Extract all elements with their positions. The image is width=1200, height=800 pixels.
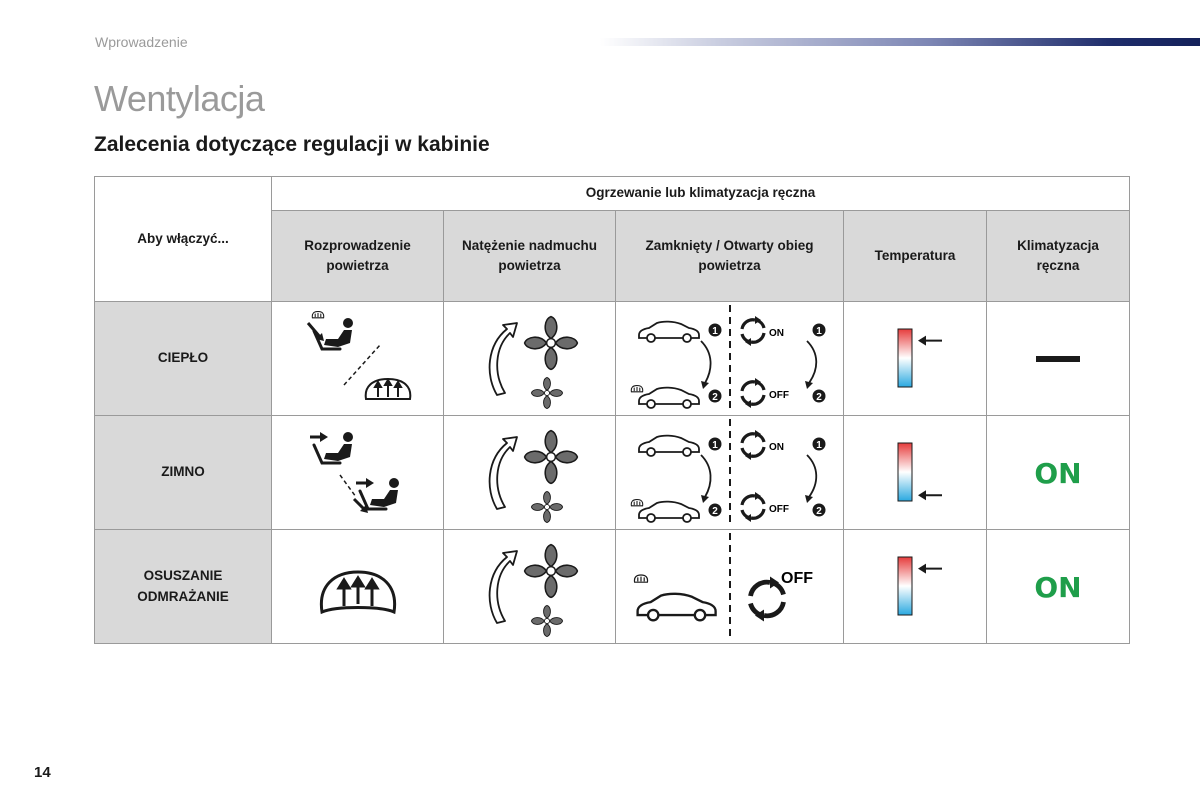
windscreen-defrost-icon: [308, 552, 408, 622]
fan-speed-icon: [475, 537, 585, 637]
recirculation-icon: [617, 531, 843, 643]
recirculation-off-icon: [750, 576, 783, 621]
ac-cell: [987, 530, 1130, 644]
recirculation-on-icon: [742, 430, 764, 460]
col-header-fan: Natężenie nadmuchu powietrza: [444, 211, 616, 302]
car-open-icon: [639, 501, 699, 521]
windscreen-icon: [631, 385, 642, 391]
col-header-temperature: Temperatura: [844, 211, 987, 302]
increase-arrow-icon: [489, 551, 516, 623]
recirculation-cell: [616, 302, 844, 416]
temperature-pointer-icon: [918, 335, 942, 345]
ac-cell: [987, 416, 1130, 530]
fan-speed-icon: [475, 309, 585, 409]
air-distribution-cell: [272, 530, 444, 644]
ac-off-dash: [1028, 344, 1088, 374]
car-open-icon: [639, 387, 699, 407]
increase-arrow-icon: [489, 437, 516, 509]
fan-cell: [444, 416, 616, 530]
recirculation-off-icon: [742, 492, 764, 522]
row-label: [95, 530, 272, 644]
temperature-pointer-icon: [918, 563, 942, 573]
fan-large-icon: [524, 316, 577, 369]
recirculation-on-icon: [742, 316, 764, 346]
ventilation-table: [94, 176, 1130, 644]
table-row: [95, 416, 1130, 530]
temperature-cell: [844, 416, 987, 530]
ac-on-indicator: [1018, 569, 1098, 605]
increase-arrow-icon: [489, 323, 516, 395]
air-distribution-cell: [272, 302, 444, 416]
fan-small-icon: [531, 605, 562, 636]
page-subtitle: Zalecenia dotyczące regulacji w kabinie: [94, 133, 490, 156]
on-label: ON: [768, 327, 784, 339]
temperature-cell: [844, 530, 987, 644]
section-label: Wprowadzenie: [95, 34, 188, 50]
recirculation-icon: [617, 303, 843, 415]
temperature-icon: [870, 319, 960, 399]
page-number: 14: [34, 764, 51, 781]
off-label: OFF: [780, 569, 813, 587]
temperature-icon: [870, 547, 960, 627]
defrost-icon: [365, 379, 410, 399]
car-closed-icon: [639, 435, 699, 455]
face-windscreen-icon: [298, 311, 418, 407]
row-label-line1: OSUSZANIE: [143, 568, 223, 584]
fan-cell: [444, 530, 616, 644]
ac-on-indicator: [1018, 455, 1098, 491]
fan-small-icon: [531, 491, 562, 522]
corner-header: Aby włączyć...: [95, 177, 272, 302]
page-title: Wentylacja: [94, 78, 265, 119]
header-gradient-bar: [600, 38, 1200, 46]
car-open-icon: [637, 593, 715, 620]
fan-small-icon: [531, 377, 562, 408]
ac-on-label: ON: [1034, 456, 1082, 490]
recirculation-icon: [617, 417, 843, 529]
row-label: CIEPŁO: [95, 302, 272, 416]
off-label: OFF: [768, 503, 789, 515]
ac-cell: [987, 302, 1130, 416]
off-label: OFF: [768, 389, 789, 401]
recirculation-off-icon: [742, 378, 764, 408]
group-header: Ogrzewanie lub klimatyzacja ręczna: [272, 177, 1130, 211]
col-header-ac: Klimatyzacja ręczna: [987, 211, 1130, 302]
windscreen-icon: [631, 499, 642, 505]
table-row: [95, 302, 1130, 416]
fan-speed-icon: [475, 423, 585, 523]
fan-large-icon: [524, 544, 577, 597]
temperature-pointer-icon: [918, 490, 942, 500]
face-feet-icon: [298, 425, 418, 521]
recirculation-cell: [616, 530, 844, 644]
col-header-distribution: Rozprowadzenie powietrza: [272, 211, 444, 302]
fan-large-icon: [524, 430, 577, 483]
ac-on-label: ON: [1034, 570, 1082, 604]
table-row: [95, 530, 1130, 644]
windscreen-icon: [634, 575, 647, 582]
temperature-cell: [844, 302, 987, 416]
row-label: ZIMNO: [95, 416, 272, 530]
temperature-icon: [870, 433, 960, 513]
car-closed-icon: [639, 321, 699, 341]
fan-cell: [444, 302, 616, 416]
windscreen-icon: [312, 311, 323, 317]
air-distribution-cell: [272, 416, 444, 530]
on-label: ON: [768, 441, 784, 453]
recirculation-cell: [616, 416, 844, 530]
col-header-recirculation: Zamknięty / Otwarty obieg powietrza: [616, 211, 844, 302]
row-label-line2: ODMRAŻANIE: [137, 588, 229, 604]
